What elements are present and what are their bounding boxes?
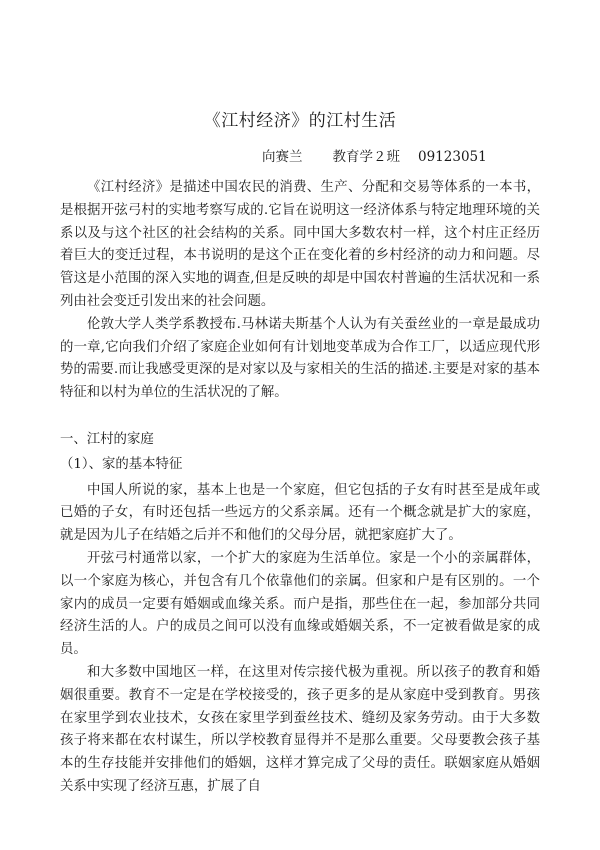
section-heading: 一、江村的家庭: [60, 431, 154, 447]
author-name: 向赛兰: [262, 149, 303, 165]
author-line: [262, 145, 487, 165]
author-class: 教育学２班: [332, 149, 400, 165]
section-paragraph: 和大多数中国地区一样，在这里对传宗接代极为重视。所以孩子的教育和婚姻很重要。教育不一定是在学校接受的，孩子更多的是从家庭中受到教育。男孩在家里学到农业技术，女孩在家里学到蚕丝技术、缝纫及家务劳动。由于大多数孩子将来都在农村谋生，所以学校教育显得并不是那么重要。父母要教会孩子基本的生存技能并安排他们的婚姻，这样才算完成了父母的责任。联姻家庭从婚姻关系中实现了经济互惠，扩展了自: [60, 664, 540, 794]
section-paragraph: 中国人所说的家，基本上也是一个家庭，但它包括的子女有时甚至是成年或已婚的子女，有时还包括一些远方的父系亲属。还有一个概念就是扩大的家庭，就是因为儿子在结婚之后并不和他们的父母分居，就把家庭扩大了。: [60, 482, 540, 544]
intro-paragraph: 伦敦大学人类学系教授布.马林诺夫斯基个人认为有关蚕丝业的一章是最成功的一章,它向我们介绍了家庭企业如何有计划地变革成为合作工厂，以适应现代形势的需要.而让我感受更深的是对家以及与家相关的生活的描述.主要是对家的基本特征和以村为单位的生活状况的了解。: [60, 316, 540, 401]
spacer: [60, 405, 540, 429]
intro-paragraph: 《江村经济》是描述中国农民的消费、生产、分配和交易等体系的一本书，是根据开弦弓村的实地考察写成的.它旨在说明这一经济体系与特定地理环境的关系以及与这个社区的社会结构的关系。同中国大多数农村一样，这个村庄正经历着巨大的变迁过程，本书说明的是这个正在变化着的乡村经济的动力和问题。尽管这是小范围的深入实地的调查,但是反映的却是中国农村普遍的生活状况和一系列由社会变迁引发出来的社会问题。: [60, 180, 540, 309]
document-title: 《江村经济》的江村生活: [203, 111, 397, 131]
student-id: 09123051: [418, 149, 487, 165]
section-paragraph: 开弦弓村通常以家，一个扩大的家庭为生活单位。家是一个小的亲属群体，以一个家庭为核心，并包含有几个依靠他们的亲属。但家和户是有区别的。一个家内的成员一定要有婚姻或血缘关系。而户是指，那些住在一起，参加部分共同经济生活的人。户的成员之间可以没有血缘或婚姻关系，不一定被看做是家的成员。: [60, 550, 540, 658]
document-body: [60, 177, 540, 799]
subsection-heading: （1）、家的基本特征: [60, 456, 183, 472]
